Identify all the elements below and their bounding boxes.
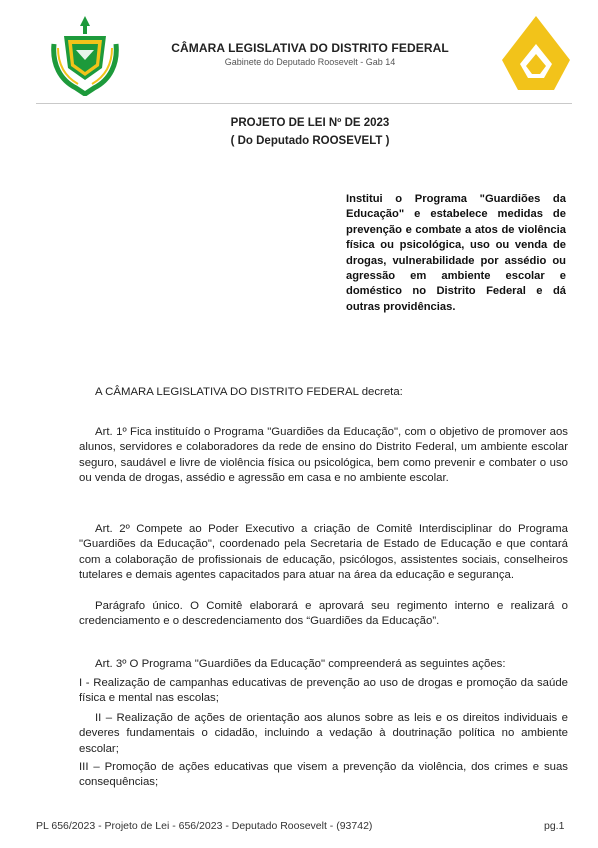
header-subtitle: Gabinete do Deputado Roosevelt - Gab 14 — [224, 57, 396, 67]
article-3: Art. 3º O Programa "Guardiões da Educação" compreenderá as seguintes ações: — [95, 658, 506, 670]
header-title: CÂMARA LEGISLATIVA DO DISTRITO FEDERAL — [171, 41, 449, 55]
header-divider — [36, 103, 572, 104]
bill-summary: Institui o Programa "Guardiões da Educação" e estabelece medidas de prevenção e combate a atos de violência física ou psicológica, uso ou venda de drogas, vulnerabilidade por assédio ou agressão em ambiente escolar e doméstico no Distrito Federal e dá outras providências. — [346, 193, 566, 313]
footer-reference: PL 656/2023 - Projeto de Lei - 656/2023 - Deputado Roosevelt - (93742) — [36, 820, 373, 832]
enacting-clause: A CÂMARA LEGISLATIVA DO DISTRITO FEDERAL decreta: — [95, 386, 403, 398]
article-2: Art. 2º Compete ao Poder Executivo a criação de Comitê Interdisciplinar do Programa "Guardiões da Educação", coordenado pela Secretaria de Estado de Educação e que contará com a colaboração de profissionais de educação, psicólogos, assistentes sociais, conselheiros tutelares e demais agentes capacitados para atuar na área da educação e segurança. — [79, 523, 568, 582]
article-3-item-3: III – Promoção de ações educativas que visem a prevenção da violência, dos crimes e suas consequências; — [79, 761, 568, 789]
bill-author: ( Do Deputado ROOSEVELT ) — [230, 135, 390, 147]
bill-title: PROJETO DE LEI Nº DE 2023 — [230, 117, 390, 129]
article-2-paragraph: Parágrafo único. O Comitê elaborará e aprovará seu regimento interno e realizará o credenciamento e o descredenciamento dos “Guardiões da Educação”. — [79, 600, 568, 628]
article-3-item-1: I - Realização de campanhas educativas de prevenção ao uso de drogas e promoção da saúde física e mental nas escolas; — [79, 677, 568, 705]
page-number: pg.1 — [544, 820, 565, 832]
clDF-gold-logo-icon — [500, 14, 572, 92]
df-coat-of-arms-icon — [46, 14, 124, 96]
article-1: Art. 1º Fica instituído o Programa "Guardiões da Educação", com o objetivo de promover aos alunos, servidores e colaboradores da rede de ensino do Distrito Federal, um ambiente escolar seguro, saudável e livre de violência física ou psicológica, bem como prevenir e combater o uso ou venda de drogas, assédio e agressão em casa e no ambiente escolar. — [79, 426, 568, 485]
article-3-item-2: II – Realização de ações de orientação aos alunos sobre as leis e os direitos individuais e deveres fundamentais o cidadão, incluindo a vedação à doutrinação política no ambiente escolar; — [79, 712, 568, 755]
